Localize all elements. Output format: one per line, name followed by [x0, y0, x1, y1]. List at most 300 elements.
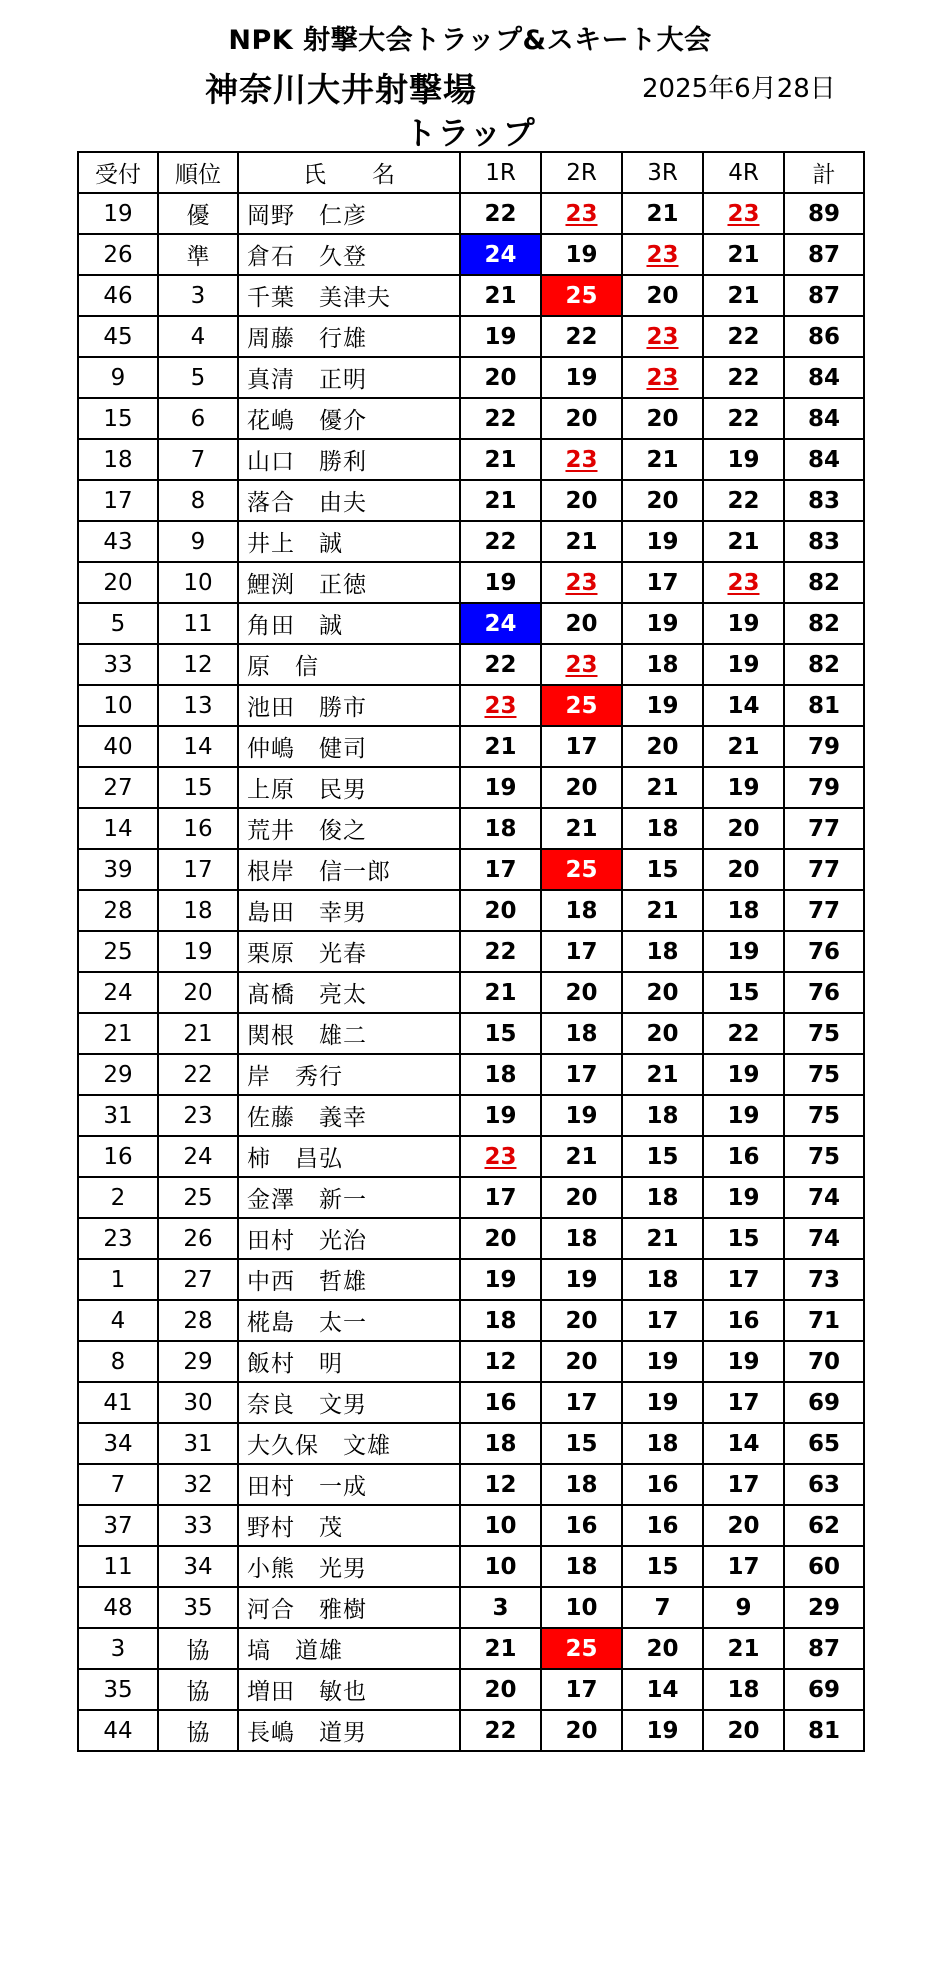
round-1-score: 22	[460, 521, 541, 562]
total-score: 73	[784, 1259, 864, 1300]
shooter-name: 塙 道雄	[238, 1628, 460, 1669]
table-row	[78, 1628, 864, 1669]
round-1-score: 18	[460, 1423, 541, 1464]
round-1-score: 12	[460, 1464, 541, 1505]
reception-number: 39	[78, 849, 158, 890]
round-1-score: 10	[460, 1546, 541, 1587]
shooter-name: 長嶋 道男	[238, 1710, 460, 1751]
round-3-score: 15	[622, 1136, 703, 1177]
rank-cell: 10	[158, 562, 238, 603]
total-score: 84	[784, 439, 864, 480]
reception-number: 18	[78, 439, 158, 480]
table-row	[78, 275, 864, 316]
table-row	[78, 931, 864, 972]
total-score: 29	[784, 1587, 864, 1628]
shooter-name: 飯村 明	[238, 1341, 460, 1382]
round-3-score: 20	[622, 726, 703, 767]
shooter-name: 荒井 俊之	[238, 808, 460, 849]
round-3-score: 17	[622, 562, 703, 603]
round-2-score: 22	[541, 316, 622, 357]
table-row	[78, 808, 864, 849]
total-score: 84	[784, 398, 864, 439]
round-3-score: 18	[622, 1177, 703, 1218]
round-4-score: 14	[703, 685, 784, 726]
round-4-score: 20	[703, 1505, 784, 1546]
round-3-score: 23	[622, 234, 703, 275]
round-2-score: 23	[541, 562, 622, 603]
shooter-name: 岸 秀行	[238, 1054, 460, 1095]
reception-number: 14	[78, 808, 158, 849]
round-1-score: 19	[460, 316, 541, 357]
round-2-score: 15	[541, 1423, 622, 1464]
round-2-score: 17	[541, 1054, 622, 1095]
round-3-score: 15	[622, 849, 703, 890]
table-row	[78, 1177, 864, 1218]
round-3-score: 18	[622, 808, 703, 849]
round-1-score: 23	[460, 1136, 541, 1177]
total-score: 76	[784, 972, 864, 1013]
round-4-score: 18	[703, 1669, 784, 1710]
round-4-score: 21	[703, 1628, 784, 1669]
table-row	[78, 849, 864, 890]
round-2-score: 20	[541, 603, 622, 644]
reception-number: 34	[78, 1423, 158, 1464]
total-score: 82	[784, 644, 864, 685]
round-4-score: 21	[703, 275, 784, 316]
reception-number: 45	[78, 316, 158, 357]
table-row	[78, 1136, 864, 1177]
round-1-score: 20	[460, 1218, 541, 1259]
total-score: 82	[784, 603, 864, 644]
rank-cell: 31	[158, 1423, 238, 1464]
total-score: 75	[784, 1054, 864, 1095]
reception-number: 8	[78, 1341, 158, 1382]
round-2-score: 25	[541, 685, 622, 726]
rank-cell: 11	[158, 603, 238, 644]
reception-number: 4	[78, 1300, 158, 1341]
round-4-score: 19	[703, 1177, 784, 1218]
table-row	[78, 644, 864, 685]
round-1-score: 22	[460, 931, 541, 972]
rank-cell: 協	[158, 1628, 238, 1669]
shooter-name: 大久保 文雄	[238, 1423, 460, 1464]
total-score: 75	[784, 1136, 864, 1177]
shooter-name: 佐藤 義幸	[238, 1095, 460, 1136]
round-4-score: 19	[703, 603, 784, 644]
col-header-rank: 順位	[158, 152, 238, 193]
reception-number: 3	[78, 1628, 158, 1669]
table-row	[78, 480, 864, 521]
shooter-name: 栗原 光春	[238, 931, 460, 972]
rank-cell: 18	[158, 890, 238, 931]
col-header-round-4: 4R	[703, 152, 784, 193]
round-1-score: 23	[460, 685, 541, 726]
shooter-name: 井上 誠	[238, 521, 460, 562]
round-2-score: 19	[541, 357, 622, 398]
rank-cell: 6	[158, 398, 238, 439]
table-row	[78, 1054, 864, 1095]
round-1-score: 20	[460, 890, 541, 931]
shooter-name: 田村 光治	[238, 1218, 460, 1259]
rank-cell: 25	[158, 1177, 238, 1218]
round-2-score: 20	[541, 972, 622, 1013]
total-score: 75	[784, 1095, 864, 1136]
round-1-score: 19	[460, 1095, 541, 1136]
round-3-score: 20	[622, 398, 703, 439]
results-table	[77, 151, 865, 1752]
table-row	[78, 521, 864, 562]
round-1-score: 18	[460, 1300, 541, 1341]
round-1-score: 10	[460, 1505, 541, 1546]
round-3-score: 19	[622, 685, 703, 726]
round-4-score: 16	[703, 1136, 784, 1177]
reception-number: 26	[78, 234, 158, 275]
round-2-score: 20	[541, 1300, 622, 1341]
total-score: 86	[784, 316, 864, 357]
round-3-score: 16	[622, 1505, 703, 1546]
total-score: 65	[784, 1423, 864, 1464]
rank-cell: 9	[158, 521, 238, 562]
col-header-round-1: 1R	[460, 152, 541, 193]
round-4-score: 22	[703, 398, 784, 439]
reception-number: 35	[78, 1669, 158, 1710]
total-score: 76	[784, 931, 864, 972]
table-row	[78, 726, 864, 767]
round-3-score: 23	[622, 357, 703, 398]
round-3-score: 18	[622, 1423, 703, 1464]
round-3-score: 20	[622, 1013, 703, 1054]
rank-cell: 3	[158, 275, 238, 316]
col-header-reception: 受付	[78, 152, 158, 193]
rank-cell: 21	[158, 1013, 238, 1054]
table-row	[78, 562, 864, 603]
total-score: 77	[784, 808, 864, 849]
total-score: 70	[784, 1341, 864, 1382]
total-score: 87	[784, 1628, 864, 1669]
shooter-name: 千葉 美津夫	[238, 275, 460, 316]
reception-number: 27	[78, 767, 158, 808]
total-score: 83	[784, 521, 864, 562]
round-2-score: 20	[541, 1710, 622, 1751]
reception-number: 5	[78, 603, 158, 644]
shooter-name: 真清 正明	[238, 357, 460, 398]
round-4-score: 17	[703, 1382, 784, 1423]
round-3-score: 18	[622, 1259, 703, 1300]
shooter-name: 小熊 光男	[238, 1546, 460, 1587]
table-row	[78, 1218, 864, 1259]
table-row	[78, 1259, 864, 1300]
round-3-score: 23	[622, 316, 703, 357]
rank-cell: 17	[158, 849, 238, 890]
round-2-score: 17	[541, 1669, 622, 1710]
reception-number: 24	[78, 972, 158, 1013]
rank-cell: 14	[158, 726, 238, 767]
total-score: 74	[784, 1177, 864, 1218]
round-3-score: 17	[622, 1300, 703, 1341]
round-2-score: 18	[541, 1013, 622, 1054]
total-score: 87	[784, 234, 864, 275]
rank-cell: 15	[158, 767, 238, 808]
round-1-score: 12	[460, 1341, 541, 1382]
rank-cell: 準	[158, 234, 238, 275]
shooter-name: 野村 茂	[238, 1505, 460, 1546]
round-2-score: 23	[541, 644, 622, 685]
table-row	[78, 685, 864, 726]
round-4-score: 9	[703, 1587, 784, 1628]
round-2-score: 17	[541, 931, 622, 972]
reception-number: 25	[78, 931, 158, 972]
round-4-score: 15	[703, 972, 784, 1013]
rank-cell: 24	[158, 1136, 238, 1177]
round-1-score: 22	[460, 644, 541, 685]
rank-cell: 27	[158, 1259, 238, 1300]
total-score: 84	[784, 357, 864, 398]
round-4-score: 21	[703, 726, 784, 767]
reception-number: 2	[78, 1177, 158, 1218]
table-row	[78, 1013, 864, 1054]
shooter-name: 金澤 新一	[238, 1177, 460, 1218]
round-3-score: 20	[622, 972, 703, 1013]
round-2-score: 19	[541, 234, 622, 275]
round-4-score: 20	[703, 849, 784, 890]
reception-number: 17	[78, 480, 158, 521]
col-header-round-3: 3R	[622, 152, 703, 193]
reception-number: 16	[78, 1136, 158, 1177]
rank-cell: 8	[158, 480, 238, 521]
round-1-score: 21	[460, 439, 541, 480]
table-row	[78, 234, 864, 275]
total-score: 89	[784, 193, 864, 234]
table-row	[78, 972, 864, 1013]
reception-number: 41	[78, 1382, 158, 1423]
total-score: 75	[784, 1013, 864, 1054]
round-4-score: 23	[703, 562, 784, 603]
round-1-score: 16	[460, 1382, 541, 1423]
round-1-score: 24	[460, 603, 541, 644]
round-1-score: 20	[460, 357, 541, 398]
shooter-name: 関根 雄二	[238, 1013, 460, 1054]
rank-cell: 23	[158, 1095, 238, 1136]
round-1-score: 19	[460, 767, 541, 808]
reception-number: 10	[78, 685, 158, 726]
round-3-score: 18	[622, 1095, 703, 1136]
round-2-score: 20	[541, 398, 622, 439]
round-4-score: 19	[703, 1341, 784, 1382]
round-3-score: 21	[622, 439, 703, 480]
total-score: 71	[784, 1300, 864, 1341]
round-3-score: 21	[622, 1054, 703, 1095]
table-row	[78, 767, 864, 808]
round-2-score: 10	[541, 1587, 622, 1628]
round-4-score: 21	[703, 521, 784, 562]
round-2-score: 21	[541, 521, 622, 562]
round-1-score: 24	[460, 234, 541, 275]
reception-number: 44	[78, 1710, 158, 1751]
round-2-score: 18	[541, 1546, 622, 1587]
total-score: 79	[784, 767, 864, 808]
round-3-score: 19	[622, 1382, 703, 1423]
reception-number: 31	[78, 1095, 158, 1136]
round-1-score: 17	[460, 1177, 541, 1218]
rank-cell: 16	[158, 808, 238, 849]
round-3-score: 19	[622, 1341, 703, 1382]
total-score: 81	[784, 685, 864, 726]
round-4-score: 18	[703, 890, 784, 931]
round-2-score: 21	[541, 1136, 622, 1177]
round-1-score: 18	[460, 808, 541, 849]
round-4-score: 19	[703, 1095, 784, 1136]
total-score: 60	[784, 1546, 864, 1587]
shooter-name: 角田 誠	[238, 603, 460, 644]
total-score: 69	[784, 1382, 864, 1423]
round-4-score: 19	[703, 931, 784, 972]
round-1-score: 3	[460, 1587, 541, 1628]
venue-title: 神奈川大井射撃場	[205, 70, 477, 109]
reception-number: 37	[78, 1505, 158, 1546]
shooter-name: 髙橋 亮太	[238, 972, 460, 1013]
rank-cell: 32	[158, 1464, 238, 1505]
rank-cell: 20	[158, 972, 238, 1013]
round-2-score: 20	[541, 1177, 622, 1218]
total-score: 81	[784, 1710, 864, 1751]
col-header-round-2: 2R	[541, 152, 622, 193]
table-row	[78, 193, 864, 234]
table-row	[78, 1464, 864, 1505]
total-score: 77	[784, 849, 864, 890]
round-4-score: 19	[703, 1054, 784, 1095]
shooter-name: 山口 勝利	[238, 439, 460, 480]
table-row	[78, 1382, 864, 1423]
round-3-score: 7	[622, 1587, 703, 1628]
col-header-total: 計	[784, 152, 864, 193]
shooter-name: 中西 哲雄	[238, 1259, 460, 1300]
event-date: 2025年6月28日	[642, 74, 836, 104]
round-4-score: 22	[703, 316, 784, 357]
table-row	[78, 1505, 864, 1546]
rank-cell: 22	[158, 1054, 238, 1095]
round-1-score: 21	[460, 275, 541, 316]
shooter-name: 田村 一成	[238, 1464, 460, 1505]
total-score: 69	[784, 1669, 864, 1710]
reception-number: 9	[78, 357, 158, 398]
shooter-name: 落合 由夫	[238, 480, 460, 521]
total-score: 79	[784, 726, 864, 767]
table-row	[78, 439, 864, 480]
round-3-score: 19	[622, 1710, 703, 1751]
table-row	[78, 316, 864, 357]
round-1-score: 17	[460, 849, 541, 890]
total-score: 63	[784, 1464, 864, 1505]
round-4-score: 16	[703, 1300, 784, 1341]
round-4-score: 19	[703, 644, 784, 685]
reception-number: 43	[78, 521, 158, 562]
round-1-score: 18	[460, 1054, 541, 1095]
rank-cell: 29	[158, 1341, 238, 1382]
round-3-score: 16	[622, 1464, 703, 1505]
table-row	[78, 357, 864, 398]
round-3-score: 21	[622, 1218, 703, 1259]
shooter-name: 島田 幸男	[238, 890, 460, 931]
round-3-score: 21	[622, 193, 703, 234]
round-2-score: 25	[541, 849, 622, 890]
shooter-name: 周藤 行雄	[238, 316, 460, 357]
shooter-name: 根岸 信一郎	[238, 849, 460, 890]
reception-number: 1	[78, 1259, 158, 1300]
round-1-score: 21	[460, 480, 541, 521]
round-2-score: 17	[541, 1382, 622, 1423]
table-row	[78, 1546, 864, 1587]
round-4-score: 19	[703, 439, 784, 480]
shooter-name: 原 信	[238, 644, 460, 685]
round-2-score: 23	[541, 193, 622, 234]
round-4-score: 21	[703, 234, 784, 275]
round-3-score: 20	[622, 1628, 703, 1669]
reception-number: 11	[78, 1546, 158, 1587]
round-1-score: 21	[460, 726, 541, 767]
rank-cell: 35	[158, 1587, 238, 1628]
round-2-score: 23	[541, 439, 622, 480]
table-row	[78, 398, 864, 439]
shooter-name: 池田 勝市	[238, 685, 460, 726]
reception-number: 28	[78, 890, 158, 931]
round-3-score: 20	[622, 275, 703, 316]
total-score: 87	[784, 275, 864, 316]
reception-number: 33	[78, 644, 158, 685]
table-row	[78, 1300, 864, 1341]
rank-cell: 34	[158, 1546, 238, 1587]
shooter-name: 奈良 文男	[238, 1382, 460, 1423]
shooter-name: 河合 雅樹	[238, 1587, 460, 1628]
reception-number: 23	[78, 1218, 158, 1259]
reception-number: 46	[78, 275, 158, 316]
reception-number: 20	[78, 562, 158, 603]
shooter-name: 増田 敏也	[238, 1669, 460, 1710]
round-4-score: 14	[703, 1423, 784, 1464]
rank-cell: 19	[158, 931, 238, 972]
round-3-score: 15	[622, 1546, 703, 1587]
rank-cell: 優	[158, 193, 238, 234]
table-row	[78, 603, 864, 644]
rank-cell: 協	[158, 1710, 238, 1751]
discipline-title: トラップ	[404, 114, 536, 152]
round-1-score: 21	[460, 1628, 541, 1669]
round-1-score: 22	[460, 193, 541, 234]
round-4-score: 17	[703, 1259, 784, 1300]
rank-cell: 30	[158, 1382, 238, 1423]
round-3-score: 18	[622, 931, 703, 972]
shooter-name: 柿 昌弘	[238, 1136, 460, 1177]
round-4-score: 22	[703, 357, 784, 398]
reception-number: 21	[78, 1013, 158, 1054]
shooter-name: 花嶋 優介	[238, 398, 460, 439]
round-3-score: 21	[622, 890, 703, 931]
table-row	[78, 1710, 864, 1751]
round-3-score: 20	[622, 480, 703, 521]
round-2-score: 20	[541, 480, 622, 521]
round-3-score: 21	[622, 767, 703, 808]
rank-cell: 12	[158, 644, 238, 685]
round-2-score: 18	[541, 1464, 622, 1505]
round-3-score: 19	[622, 521, 703, 562]
round-2-score: 21	[541, 808, 622, 849]
round-1-score: 20	[460, 1669, 541, 1710]
round-4-score: 17	[703, 1464, 784, 1505]
round-2-score: 16	[541, 1505, 622, 1546]
reception-number: 48	[78, 1587, 158, 1628]
round-3-score: 14	[622, 1669, 703, 1710]
rank-cell: 協	[158, 1669, 238, 1710]
round-1-score: 22	[460, 398, 541, 439]
